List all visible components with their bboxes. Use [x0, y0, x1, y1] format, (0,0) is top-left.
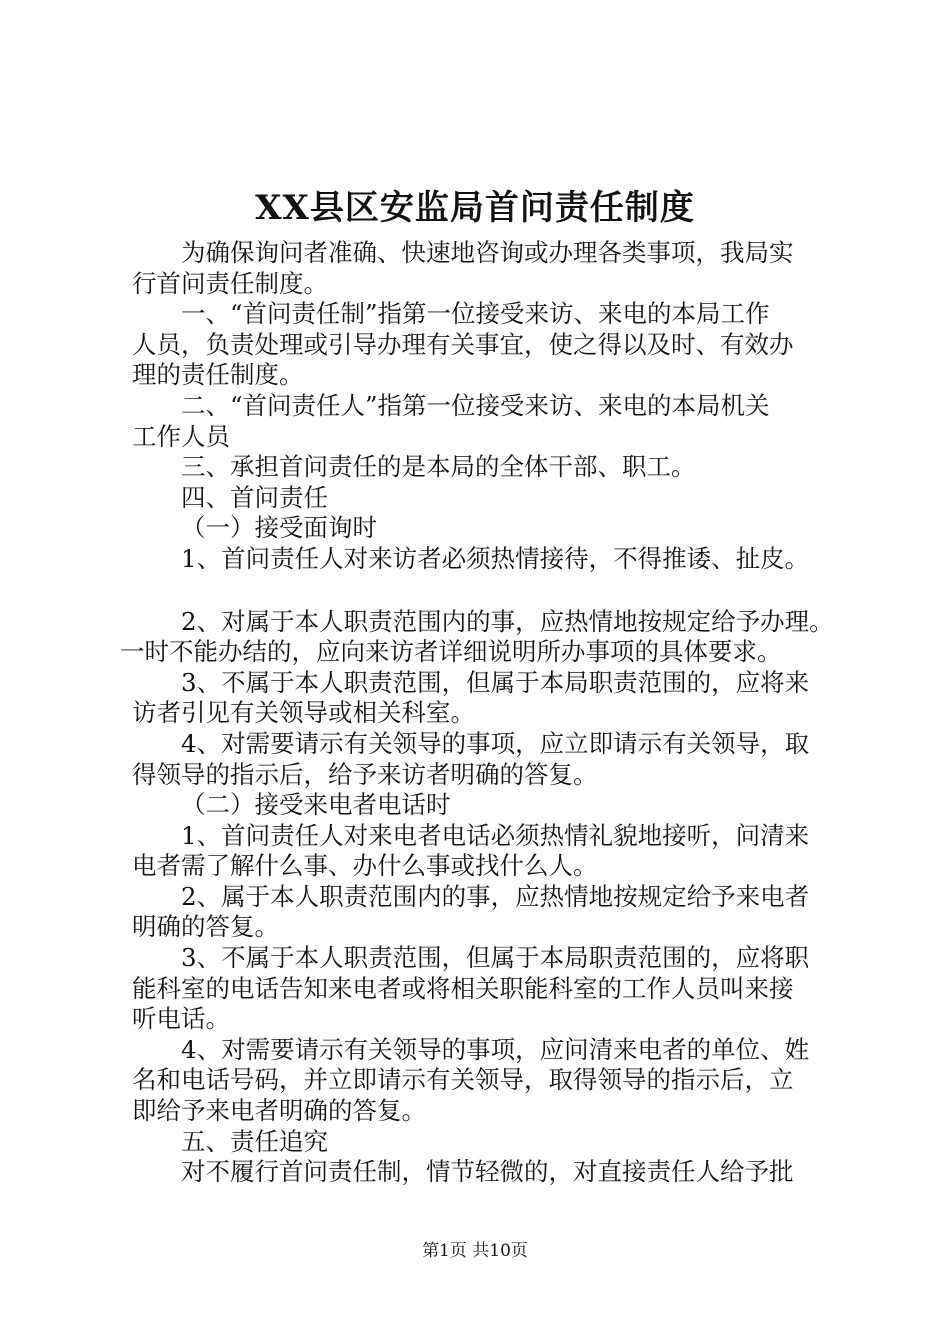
paragraph-line: 明确的答复。 — [132, 912, 279, 942]
paragraph-line: 二、“首问责任人”指第一位接受来访、来电的本局机关 — [181, 390, 770, 420]
paragraph-line: 即给予来电者明确的答复。 — [132, 1096, 426, 1126]
paragraph-line: 一时不能办结的，应向来访者详细说明所办事项的具体要求。 — [120, 637, 782, 667]
paragraph-line: 访者引见有关领导或相关科室。 — [132, 698, 475, 728]
paragraph-line: （一）接受面询时 — [181, 513, 377, 543]
paragraph-line: 1、首问责任人对来电者电话必须热情礼貌地接听，问清来 — [181, 820, 810, 850]
document-body — [120, 238, 838, 1188]
paragraph-line: 人员，负责处理或引导办理有关事宜，使之得以及时、有效办 — [132, 329, 794, 359]
paragraph-line: 行首问责任制度。 — [132, 268, 328, 298]
paragraph-line: 对不履行首问责任制，情节轻微的，对直接责任人给予批 — [181, 1157, 794, 1187]
paragraph-line: 名和电话号码，并立即请示有关领导，取得领导的指示后，立 — [132, 1065, 794, 1095]
paragraph-line: 2、属于本人职责范围内的事，应热情地按规定给予来电者 — [181, 881, 810, 911]
paragraph-line: 2、对属于本人职责范围内的事，应热情地按规定给予办理。 — [181, 606, 834, 636]
paragraph-line: 3、不属于本人职责范围，但属于本局职责范围的，应将来 — [181, 667, 810, 697]
paragraph-line: 三、承担首问责任的是本局的全体干部、职工。 — [181, 452, 696, 482]
paragraph-line: 得领导的指示后，给予来访者明确的答复。 — [132, 759, 598, 789]
paragraph-line: 3、不属于本人职责范围，但属于本局职责范围的，应将职 — [181, 943, 810, 973]
paragraph-line: 4、对需要请示有关领导的事项，应立即请示有关领导，取 — [181, 728, 810, 758]
paragraph-line: 五、责任追究 — [181, 1126, 328, 1156]
paragraph-line: 1、首问责任人对来访者必须热情接待，不得推诿、扯皮。 — [181, 543, 810, 573]
paragraph-line: 电者需了解什么事、办什么事或找什么人。 — [132, 851, 598, 881]
paragraph-line: 工作人员 — [132, 421, 230, 451]
paragraph-line: 四、首问责任 — [181, 482, 328, 512]
paragraph-line: 能科室的电话告知来电者或将相关职能科室的工作人员叫来接 — [132, 973, 794, 1003]
paragraph-line: 为确保询问者准确、快速地咨询或办理各类事项，我局实 — [181, 238, 794, 267]
paragraph-line: 4、对需要请示有关领导的事项，应问清来电者的单位、姓 — [181, 1034, 810, 1064]
paragraph-line: 理的责任制度。 — [132, 360, 304, 390]
paragraph-line: 听电话。 — [132, 1004, 230, 1034]
paragraph-line: 一、“首问责任制”指第一位接受来访、来电的本局工作 — [181, 299, 770, 329]
paragraph-line: （二）接受来电者电话时 — [181, 790, 451, 820]
document-title: XX县区安监局首问责任制度 — [255, 188, 695, 228]
page-number-footer: 第1页 共10页 — [422, 1241, 528, 1261]
